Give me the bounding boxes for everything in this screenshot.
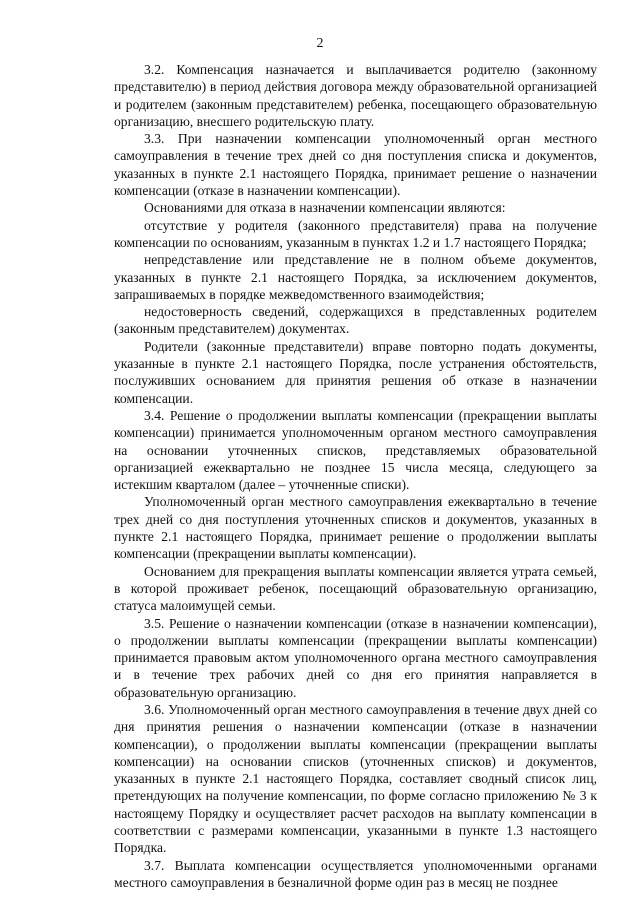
paragraph-termination-ground: Основанием для прекращения выплаты компенсации является утрата семьей, в которой проживает ребенок, посещающий образовательную организацию, статуса малоимущей семьи. [114,563,597,614]
paragraph-refusal-grounds: Основаниями для отказа в назначении компенсации являются: [144,200,506,216]
paragraph-3-2: 3.2. Компенсация назначается и выплачивается родителю (законному представителю) в период действия договора между образовательной организацией и родителем (законным представителем) ребенка, посещающего образовательную организацию, внесшего родительскую плату. [114,62,597,129]
paragraph-no-right: отсутствие у родителя (законного представителя) права на получение компенсации по основаниям, указанным в пунктах 1.2 и 1.7 настоящего Порядка; [114,217,597,250]
paragraph-missing-documents: непредставление или представление не в полном объеме документов, указанных в пункте 2.1 настоящего Порядка, за исключением документов, запрашиваемых в порядке межведомственного взаимодействия; [114,252,597,302]
page-number: 2 [316,36,324,51]
paragraph-quarterly-decision: Уполномоченный орган местного самоуправления ежеквартально в течение трех дней со дня поступления уточненных списков и документов, указанных в пункте 2.1 настоящего Порядка, принимает решение о продолжении выплаты компенсации (прекращении выплаты компенсации). [114,494,597,562]
paragraph-3-6: 3.6. Уполномоченный орган местного самоуправления в течение двух дней со дня принятия решения о назначении компенсации (отказе в назначении компенсации), о продолжении выплаты компенсации (прекращении выплаты компенсации) на основании списков (уточненных списков) и документов, указанных в пункте 2.1 настоящего Порядка, составляет сводный список лиц, претендующих на получение компенсации, по форме согласно приложению № 3 к настоящему Порядку и осуществляет расчет расходов на выплату компенсации в соответствии с размерами компенсации, указанными в пункте 1.3 настоящего Порядка. [114,701,597,856]
paragraph-3-3: 3.3. При назначении компенсации уполномоченный орган местного самоуправления в течение трех дней со дня поступления списка и документов, указанных в пункте 2.1 настоящего Порядка, принимает решение о назначении компенсации (отказе в назначении компенсации). [114,131,597,199]
paragraph-3-7: 3.7. Выплата компенсации осуществляется уполномоченными органами местного самоуправления в безналичной форме один раз в месяц не позднее [114,857,597,890]
paragraph-resubmission: Родители (законные представители) вправе повторно подать документы, указанные в пункте 2.1 настоящего Порядка, после устранения обстоятельств, послуживших основанием для принятия решения об отказе в назначении компенсации. [114,338,597,406]
paragraph-3-5: 3.5. Решение о назначении компенсации (отказе в назначении компенсации), о продолжении выплаты компенсации (прекращении выплаты компенсации) принимается правовым актом уполномоченного органа местного самоуправления и в течение трех рабочих дней со дня его принятия направляется в образовательную организацию. [114,615,597,700]
document-body [114,61,597,891]
paragraph-3-4: 3.4. Решение о продолжении выплаты компенсации (прекращении выплаты компенсации) принимается уполномоченным органом местного самоуправления на основании уточненных списков, представляемых образовательной организацией ежеквартально не позднее 15 числа месяца, следующего за истекшим кварталом (далее – уточненные списки). [114,407,597,493]
paragraph-false-information: недостоверность сведений, содержащихся в представленных родителем (законным представителем) документах. [114,304,597,337]
